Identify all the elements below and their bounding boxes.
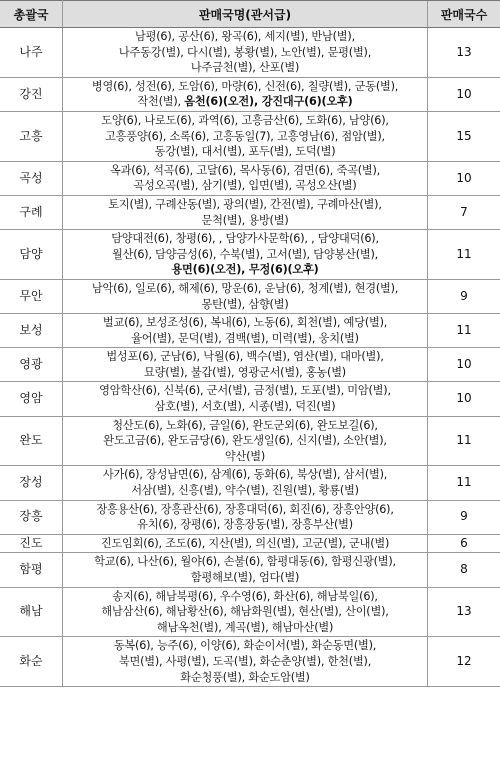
office-segment: 약산(별) (224, 449, 266, 463)
region-cell: 해남 (0, 587, 63, 637)
region-cell: 무안 (0, 279, 63, 313)
count-cell: 15 (428, 111, 500, 161)
office-line (67, 570, 423, 586)
offices-cell (63, 195, 428, 229)
count-cell: 11 (428, 314, 500, 348)
header-offices: 판매국명(관서급) (63, 1, 428, 28)
office-segment: 병영(6), 성전(6), 도암(6), 마량(6), 신전(6), 칠량(별), 군동(별), (91, 79, 399, 93)
office-line (67, 213, 423, 229)
table-row (0, 637, 500, 687)
table-row (0, 416, 500, 466)
count-cell: 10 (428, 348, 500, 382)
region-cell: 장성 (0, 466, 63, 500)
office-line (67, 129, 423, 145)
office-segment: 남평(6), 공산(6), 왕곡(6), 세지(별), 반남(별), (135, 30, 355, 43)
count-cell: 10 (428, 77, 500, 111)
region-cell: 진도 (0, 534, 63, 553)
offices-cell (63, 500, 428, 534)
table-row (0, 28, 500, 78)
count-cell: 10 (428, 161, 500, 195)
office-line (67, 604, 423, 620)
office-segment: 송지(6), 해남북평(6), 우수영(6), 화산(6), 해남북일(6), (112, 589, 378, 603)
table-row (0, 195, 500, 229)
office-line (67, 60, 423, 76)
office-segment: 몽탄(별), 삼향(별) (201, 297, 289, 311)
office-line (67, 483, 423, 499)
office-line (67, 247, 423, 263)
offices-cell (63, 587, 428, 637)
table-body (0, 28, 500, 687)
count-cell: 11 (428, 466, 500, 500)
office-line (67, 281, 423, 297)
region-cell: 담양 (0, 230, 63, 280)
office-segment: 고흥풍양(6), 소록(6), 고흥동일(7), 고흥영남(6), 점암(별), (105, 129, 385, 143)
table-header-row (0, 1, 500, 28)
office-segment: 나주금천(별), 산포(별) (190, 61, 300, 75)
offices-cell (63, 534, 428, 553)
region-cell: 보성 (0, 314, 63, 348)
office-line (67, 349, 423, 365)
table-row (0, 587, 500, 637)
office-line (67, 231, 423, 247)
office-line (67, 399, 423, 415)
office-segment: 영암학산(6), 신북(6), 군서(별), 금정(별), 도포(별), 미암(별), (99, 384, 391, 398)
office-segment: 묘량(별), 불갑(별), 영광군서(별), 홍농(별) (144, 365, 346, 379)
office-line (67, 467, 423, 483)
count-cell: 8 (428, 553, 500, 587)
office-segment: 담양대전(6), 창평(6), , 담양가사문학(6), , 담양대덕(6), (111, 232, 379, 246)
office-line (67, 654, 423, 670)
office-segment: 화순청풍(별), 화순도암(별) (180, 670, 310, 684)
table-row (0, 382, 500, 416)
header-count: 판매국수 (428, 1, 500, 28)
office-segment: 법성포(6), 군남(6), 낙월(6), 백수(별), 염산(별), 대마(별), (106, 350, 384, 364)
region-cell: 영광 (0, 348, 63, 382)
office-segment: 청산도(6), 노화(6), 금일(6), 완도군외(6), 완도보길(6), (112, 418, 378, 432)
table-row (0, 77, 500, 111)
office-line (67, 554, 423, 570)
office-line (67, 144, 423, 160)
office-line (67, 418, 423, 434)
office-segment: 옥과(6), 석곡(6), 고달(6), 목사동(6), 겸면(6), 죽곡(별), (110, 163, 380, 177)
office-segment: 작천(별), (137, 95, 185, 109)
office-segment: 동복(6), 능주(6), 이양(6), 화순이서(별), 화순동면(별), (113, 639, 377, 653)
office-line (67, 502, 423, 518)
office-segment-bold: 옴천(6)(오전), 강진대구(6)(오후) (184, 95, 353, 109)
office-segment: 율어(별), 문덕(별), 겸백(별), 미력(별), 웅치(별) (131, 331, 359, 345)
offices-cell (63, 161, 428, 195)
count-cell: 6 (428, 534, 500, 553)
region-cell: 함평 (0, 553, 63, 587)
table-row (0, 500, 500, 534)
office-line (67, 536, 423, 552)
count-cell: 13 (428, 28, 500, 78)
count-cell: 11 (428, 230, 500, 280)
offices-cell (63, 382, 428, 416)
office-segment: 삼호(별), 서호(별), 시종(별), 덕진(별) (154, 400, 336, 414)
office-line (67, 297, 423, 313)
office-line (67, 433, 423, 449)
offices-cell (63, 111, 428, 161)
offices-cell (63, 553, 428, 587)
offices-cell (63, 230, 428, 280)
office-segment: 완도고금(6), 완도금당(6), 완도생일(6), 신지(별), 소안(별), (103, 434, 387, 448)
office-segment: 문척(별), 용방(별) (201, 213, 289, 227)
office-segment: 해남삼산(6), 해남황산(6), 해남화원(별), 현산(별), 산이(별), (101, 605, 389, 619)
table-row (0, 348, 500, 382)
office-segment: 동강(별), 대서(별), 포두(별), 도덕(별) (154, 145, 336, 159)
office-line (67, 113, 423, 129)
count-cell: 13 (428, 587, 500, 637)
office-segment: 함평해보(별), 엄다(별) (190, 571, 300, 584)
office-line (67, 449, 423, 465)
office-line (67, 589, 423, 605)
office-line (67, 638, 423, 654)
table-row (0, 553, 500, 587)
region-cell: 고흥 (0, 111, 63, 161)
offices-cell (63, 348, 428, 382)
region-cell: 나주 (0, 28, 63, 78)
table-row (0, 161, 500, 195)
office-line (67, 79, 423, 95)
office-line (67, 383, 423, 399)
office-line (67, 331, 423, 347)
office-segment: 월산(6), 담양금성(6), 수북(별), 고서(별), 담양봉산(별), (111, 247, 378, 261)
office-segment: 진도임회(6), 조도(6), 지산(별), 의신(별), 고군(별), 군내(별) (100, 536, 390, 550)
count-cell: 10 (428, 382, 500, 416)
office-line (67, 517, 423, 533)
offices-cell (63, 279, 428, 313)
offices-cell (63, 77, 428, 111)
region-cell: 구례 (0, 195, 63, 229)
table-row (0, 466, 500, 500)
office-line (67, 94, 423, 110)
office-segment: 나주동강(별), 다시(별), 봉황(별), 노안(별), 문평(별), (118, 45, 372, 59)
count-cell: 7 (428, 195, 500, 229)
office-segment: 유치(6), 장평(6), 장흥장동(별), 장흥부산(별) (137, 518, 353, 532)
office-segment-bold: 용면(6)(오전), 무정(6)(오후) (171, 263, 319, 277)
region-cell: 곡성 (0, 161, 63, 195)
table-row (0, 111, 500, 161)
office-line (67, 45, 423, 61)
office-line (67, 197, 423, 213)
region-cell: 강진 (0, 77, 63, 111)
office-segment: 도양(6), 나로도(6), 과역(6), 고흥금산(6), 도화(6), 남양(6), (101, 113, 389, 127)
region-cell: 화순 (0, 637, 63, 687)
header-region: 총괄국 (0, 1, 63, 28)
offices-cell (63, 637, 428, 687)
office-segment: 해남옥천(별), 계곡(별), 해남마산(별) (156, 620, 334, 634)
count-cell: 12 (428, 637, 500, 687)
office-segment: 토지(별), 구례산동(별), 광의(별), 간전(별), 구례마산(별), (108, 197, 382, 211)
office-segment: 벌교(6), 보성조성(6), 복내(6), 노동(6), 회천(별), 예당(별), (102, 316, 388, 330)
table-row (0, 314, 500, 348)
office-line (67, 315, 423, 331)
table-row (0, 230, 500, 280)
office-line (67, 29, 423, 45)
region-cell: 장흥 (0, 500, 63, 534)
office-segment: 사가(6), 장성남면(6), 삼계(6), 동화(6), 북상(별), 삼서(별), (102, 468, 388, 482)
office-segment: 곡성오곡(별), 삼기(별), 입면(별), 곡성오산(별) (133, 179, 357, 193)
office-line (67, 163, 423, 179)
count-cell: 11 (428, 416, 500, 466)
office-line (67, 365, 423, 381)
office-segment: 서삼(별), 신흥(별), 약수(별), 진원(별), 황룡(별) (131, 484, 359, 498)
office-line (67, 620, 423, 636)
offices-cell (63, 314, 428, 348)
office-line (67, 262, 423, 278)
office-line (67, 178, 423, 194)
office-segment: 학교(6), 나산(6), 월야(6), 손불(6), 함평대동(6), 함평신광(별), (94, 555, 396, 569)
region-cell: 영암 (0, 382, 63, 416)
offices-cell (63, 416, 428, 466)
region-cell: 완도 (0, 416, 63, 466)
offices-cell (63, 466, 428, 500)
count-cell: 9 (428, 279, 500, 313)
office-line (67, 670, 423, 686)
office-segment: 남악(6), 일로(6), 해제(6), 망운(6), 운남(6), 청계(별), 현경(별), (91, 281, 399, 295)
office-segment: 북면(별), 사평(별), 도곡(별), 화순춘양(별), 한천(별), (118, 654, 372, 668)
table-row (0, 279, 500, 313)
table-row (0, 534, 500, 553)
count-cell: 9 (428, 500, 500, 534)
office-segment: 장흥용산(6), 장흥관산(6), 장흥대덕(6), 회진(6), 장흥안양(6), (96, 502, 394, 516)
offices-cell (63, 28, 428, 78)
